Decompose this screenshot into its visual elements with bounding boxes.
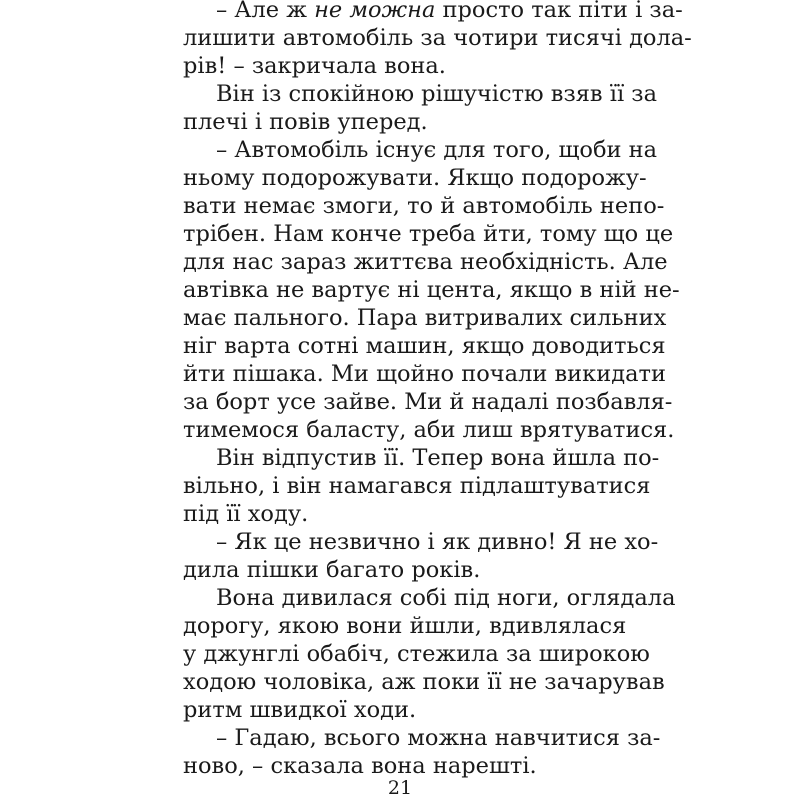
text-line-14: йти пішака. Ми щойно почали викидати: [183, 361, 666, 387]
page-number: 21: [387, 777, 413, 799]
text-line-24: у джунглі обабіч, стежила за широкою: [183, 641, 650, 667]
text-line-6: – Автомобіль існує для того, щоби на: [216, 137, 658, 163]
text-line-28: ново, – сказала вона нарешті.: [183, 753, 537, 779]
emphasis-text: не можна: [314, 0, 436, 23]
text-line-17: Він відпустив її. Тепер вона йшла по-: [216, 445, 660, 471]
text-line-9: трібен. Нам конче треба йти, тому що це: [183, 221, 674, 247]
text-line-1: [183, 0, 683, 25]
text-line-10: для нас зараз життєва необхідність. Але: [183, 249, 668, 275]
text-line-19: під її ходу.: [183, 501, 309, 527]
text-line-15: за борт усе зайве. Ми й надалі позбавля-: [183, 389, 673, 415]
text-line-8: вати немає змоги, то й автомобіль непо-: [183, 193, 665, 219]
text-line-1-start: – Але ж: [216, 0, 315, 23]
text-line-20: – Як це незвично і як дивно! Я не хо-: [216, 529, 659, 555]
text-line-3: рів! – закричала вона.: [183, 53, 446, 79]
text-line-5: плечі і повів уперед.: [183, 109, 428, 135]
text-line-12: має пального. Пара витривалих сильних: [183, 305, 667, 331]
text-line-13: ніг варта сотні машин, якщо доводиться: [183, 333, 666, 359]
text-line-23: дорогу, якою вони йшли, вдивлялася: [183, 613, 627, 639]
text-line-27: – Гадаю, всього можна навчитися за-: [216, 725, 661, 751]
text-line-7: ньому подорожувати. Якщо подорожу-: [183, 165, 647, 191]
text-line-11: автівка не вартує ні цента, якщо в ній не-: [183, 277, 680, 303]
text-line-21: дила пішки багато років.: [183, 557, 481, 583]
text-line-16: тимемося баласту, аби лиш врятуватися.: [183, 417, 675, 443]
text-line-4: Він із спокійною рішучістю взяв її за: [216, 81, 657, 107]
text-line-2: лишити автомобіль за чотири тисячі дола-: [183, 25, 692, 51]
text-line-22: Вона дивилася собі під ноги, оглядала: [216, 585, 676, 611]
text-line-1-end: просто так піти і за-: [435, 0, 683, 23]
text-line-18: вільно, і він намагався підлаштуватися: [183, 473, 651, 499]
text-line-25: ходою чоловіка, аж поки її не зачарував: [183, 669, 665, 695]
text-line-26: ритм швидкої ходи.: [183, 697, 417, 723]
